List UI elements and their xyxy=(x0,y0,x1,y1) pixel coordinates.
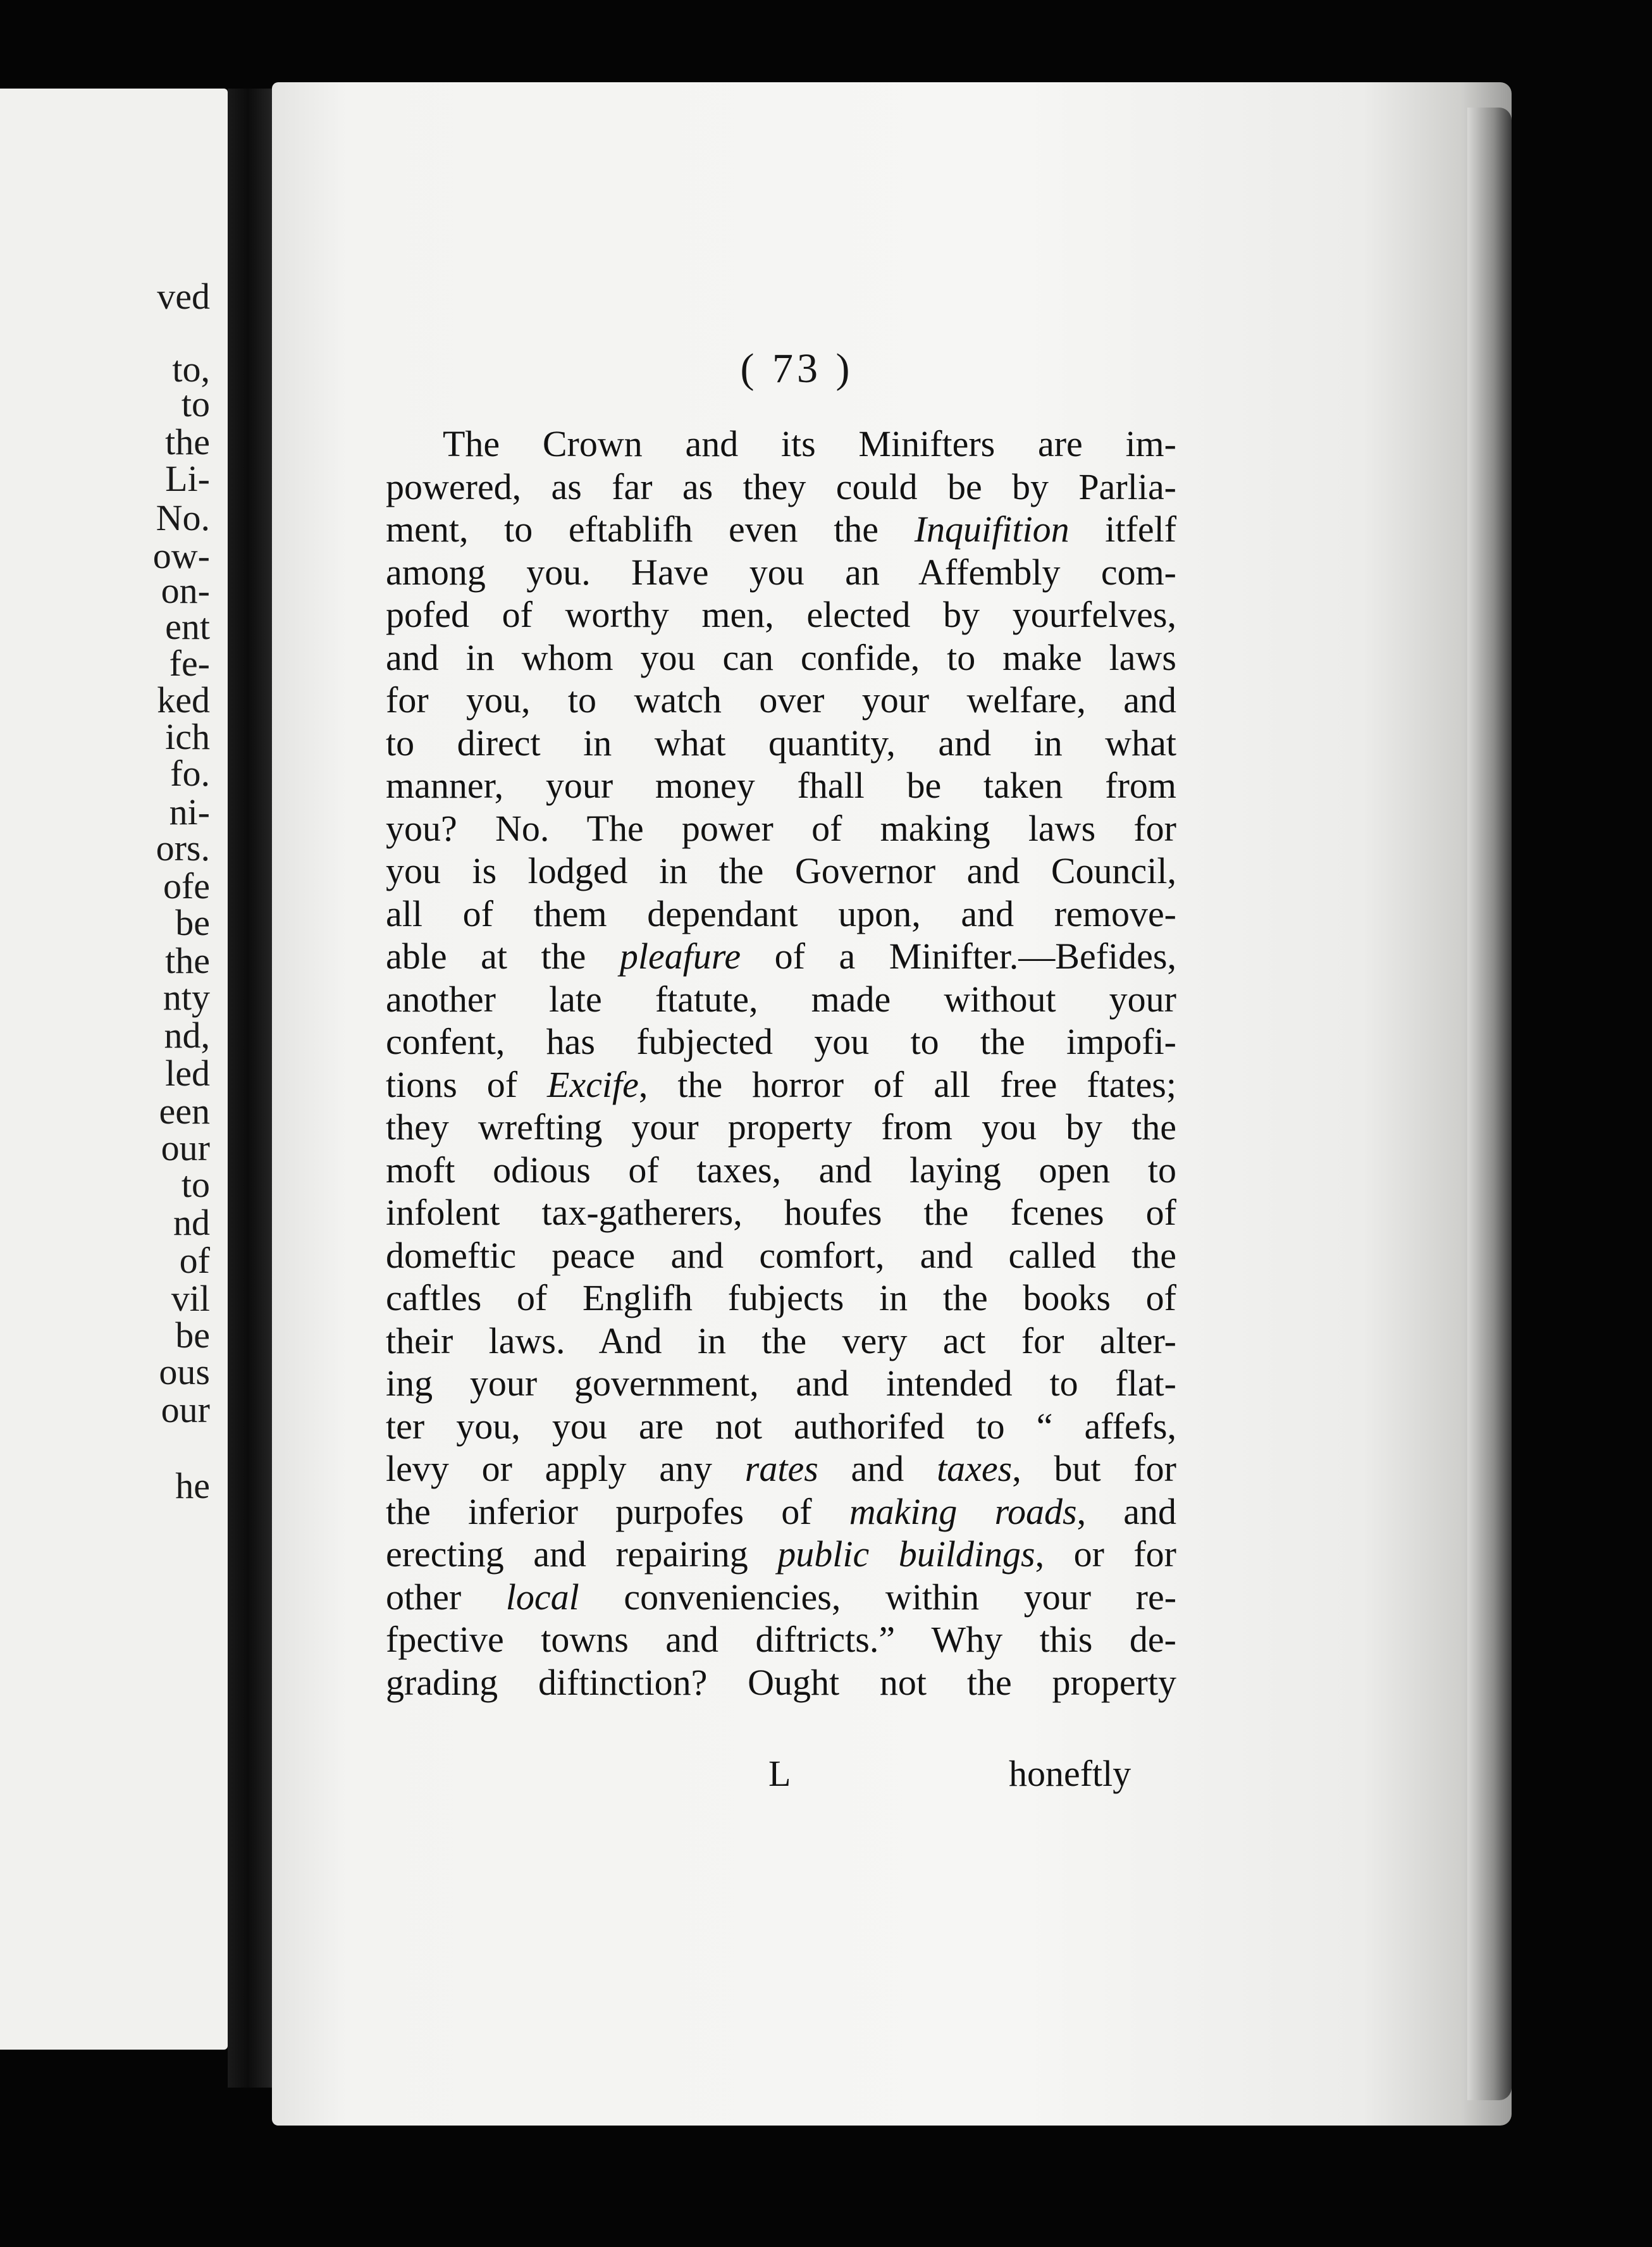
text-run: , the horror of all free ftates; xyxy=(638,1063,1176,1105)
facing-page-fragment: ved xyxy=(157,276,210,317)
facing-page-fragment: on- xyxy=(161,570,210,611)
italic-text-run: taxes xyxy=(937,1448,1013,1489)
facing-page-fragment: nd xyxy=(173,1202,210,1243)
text-run: itfelf xyxy=(1069,509,1177,550)
text-run: domeftic peace and comfort, and called the xyxy=(386,1234,1176,1276)
text-line xyxy=(386,1320,1176,1363)
text-line xyxy=(386,679,1176,722)
text-line xyxy=(386,1576,1176,1619)
text-run: to direct in what quantity, and in what xyxy=(386,722,1176,764)
text-line xyxy=(386,978,1176,1021)
text-line xyxy=(386,1661,1176,1704)
text-run: conveniencies, within your re- xyxy=(579,1576,1177,1618)
text-run: of a Minifter.—Befides, xyxy=(741,936,1176,977)
facing-page-fragment: No. xyxy=(156,497,210,538)
facing-page-left xyxy=(0,89,228,2050)
facing-page-fragment: fe- xyxy=(169,643,210,684)
text-run: other xyxy=(386,1576,506,1618)
text-line xyxy=(386,1149,1176,1192)
text-run: you? No. The power of making laws for xyxy=(386,807,1176,849)
text-run: able at the xyxy=(386,936,620,977)
facing-page-fragment: ent xyxy=(165,606,210,647)
text-run: another late ftatute, made without your xyxy=(386,978,1176,1020)
italic-text-run: local xyxy=(505,1576,579,1618)
text-line xyxy=(386,722,1176,765)
facing-page-fragment: fo. xyxy=(170,753,210,794)
signature-mark: L xyxy=(768,1753,791,1794)
page-edge xyxy=(1467,108,1512,2100)
facing-page-fragment: nty xyxy=(163,977,210,1018)
text-run: , but for xyxy=(1012,1448,1176,1489)
facing-page-fragment: ni- xyxy=(169,791,210,833)
text-run: and xyxy=(818,1448,937,1489)
text-run: among you. Have you an Affembly com- xyxy=(386,551,1176,593)
text-run: you is lodged in the Governor and Council, xyxy=(386,850,1176,891)
catchword: honeftly xyxy=(1009,1753,1131,1794)
text-run: ment, to eftablifh even the xyxy=(386,509,915,550)
italic-text-run: making roads xyxy=(849,1490,1077,1532)
facing-page-fragment: ors. xyxy=(156,827,210,869)
facing-page-fragment: ked xyxy=(157,679,210,721)
facing-page-fragment: ow- xyxy=(152,535,210,576)
text-line xyxy=(386,1447,1176,1490)
text-run: powered, as far as they could be by Parlia- xyxy=(386,466,1176,507)
text-run: infolent tax-gatherers, houfes the fcenes of xyxy=(386,1192,1176,1233)
text-run: pofed of worthy men, elected by yourfelves, xyxy=(386,594,1176,635)
text-line xyxy=(386,1277,1176,1320)
text-line xyxy=(386,1020,1176,1063)
facing-page-fragment: led xyxy=(165,1053,210,1094)
text-line xyxy=(386,1405,1176,1448)
text-run: fpective towns and diftricts.” Why this de- xyxy=(386,1619,1176,1660)
text-line xyxy=(386,1191,1176,1234)
text-line xyxy=(386,1490,1176,1533)
text-line xyxy=(386,764,1176,807)
text-run: erecting and repairing xyxy=(386,1533,778,1575)
text-run: ing your government, and intended to flat- xyxy=(386,1363,1176,1404)
facing-page-fragment: een xyxy=(159,1091,210,1132)
text-run: , or for xyxy=(1035,1533,1177,1575)
facing-page-fragment: he xyxy=(175,1465,210,1506)
facing-page-fragment: ofe xyxy=(163,865,210,907)
facing-page-fragment: to, xyxy=(172,349,210,390)
text-run: caftles of Englifh fubjects in the books of xyxy=(386,1277,1176,1318)
italic-text-run: pleafure xyxy=(619,936,741,977)
text-run: the inferior purpofes of xyxy=(386,1490,849,1532)
text-line xyxy=(386,466,1176,509)
text-line xyxy=(386,893,1176,936)
text-run: moft odious of taxes, and laying open to xyxy=(386,1149,1176,1191)
text-line xyxy=(386,1533,1176,1576)
text-line xyxy=(386,423,1176,466)
text-run: and in whom you can confide, to make laws xyxy=(386,636,1176,678)
text-line xyxy=(386,1362,1176,1405)
text-line xyxy=(386,593,1176,636)
italic-text-run: rates xyxy=(744,1448,818,1489)
facing-page-fragment: nd, xyxy=(164,1015,210,1056)
facing-page-fragment: to xyxy=(181,1164,210,1205)
italic-text-run: Excife xyxy=(547,1063,639,1105)
text-run: their laws. And in the very act for alter- xyxy=(386,1320,1176,1361)
italic-text-run: Inquifition xyxy=(914,509,1069,550)
facing-page-fragment: the xyxy=(165,421,210,462)
text-run: they wrefting your property from you by the xyxy=(386,1106,1176,1148)
text-run: levy or apply any xyxy=(386,1448,745,1489)
text-line xyxy=(386,935,1176,978)
text-line xyxy=(386,1106,1176,1149)
facing-page-fragment: of xyxy=(179,1240,210,1281)
text-run: grading diftinction? Ought not the property xyxy=(386,1661,1176,1703)
body-text xyxy=(386,423,1176,1704)
facing-page-fragment: vil xyxy=(171,1278,210,1319)
text-line xyxy=(386,1618,1176,1661)
facing-page-fragment: ich xyxy=(165,716,210,757)
facing-page-fragment: Li- xyxy=(165,458,210,499)
facing-page-fragment: to xyxy=(181,383,210,424)
facing-page-fragment: be xyxy=(175,902,210,943)
text-run: ter you, you are not authorifed to “ affefs, xyxy=(386,1405,1176,1447)
text-run: confent, has fubjected you to the impofi- xyxy=(386,1021,1176,1062)
text-run: all of them dependant upon, and remove- xyxy=(386,893,1176,934)
facing-page-fragment: the xyxy=(165,940,210,981)
text-line xyxy=(386,1234,1176,1277)
italic-text-run: public buildings xyxy=(777,1533,1035,1575)
text-line xyxy=(386,636,1176,679)
text-line xyxy=(386,850,1176,893)
text-line xyxy=(386,508,1176,551)
text-line xyxy=(386,1063,1176,1106)
text-run: The Crown and its Minifters are im- xyxy=(443,423,1176,464)
text-line xyxy=(386,551,1176,594)
facing-page-fragment: our xyxy=(161,1127,210,1168)
facing-page-fragment: our xyxy=(161,1389,210,1430)
page-number: ( 73 ) xyxy=(740,345,854,392)
text-run: manner, your money fhall be taken from xyxy=(386,765,1176,806)
book-gutter xyxy=(228,89,278,2088)
text-run: for you, to watch over your welfare, and xyxy=(386,679,1176,721)
text-run: , and xyxy=(1076,1490,1177,1532)
facing-page-fragment: ous xyxy=(159,1351,210,1392)
text-line xyxy=(386,807,1176,850)
text-run: tions of xyxy=(386,1063,548,1105)
facing-page-fragment: be xyxy=(175,1315,210,1356)
